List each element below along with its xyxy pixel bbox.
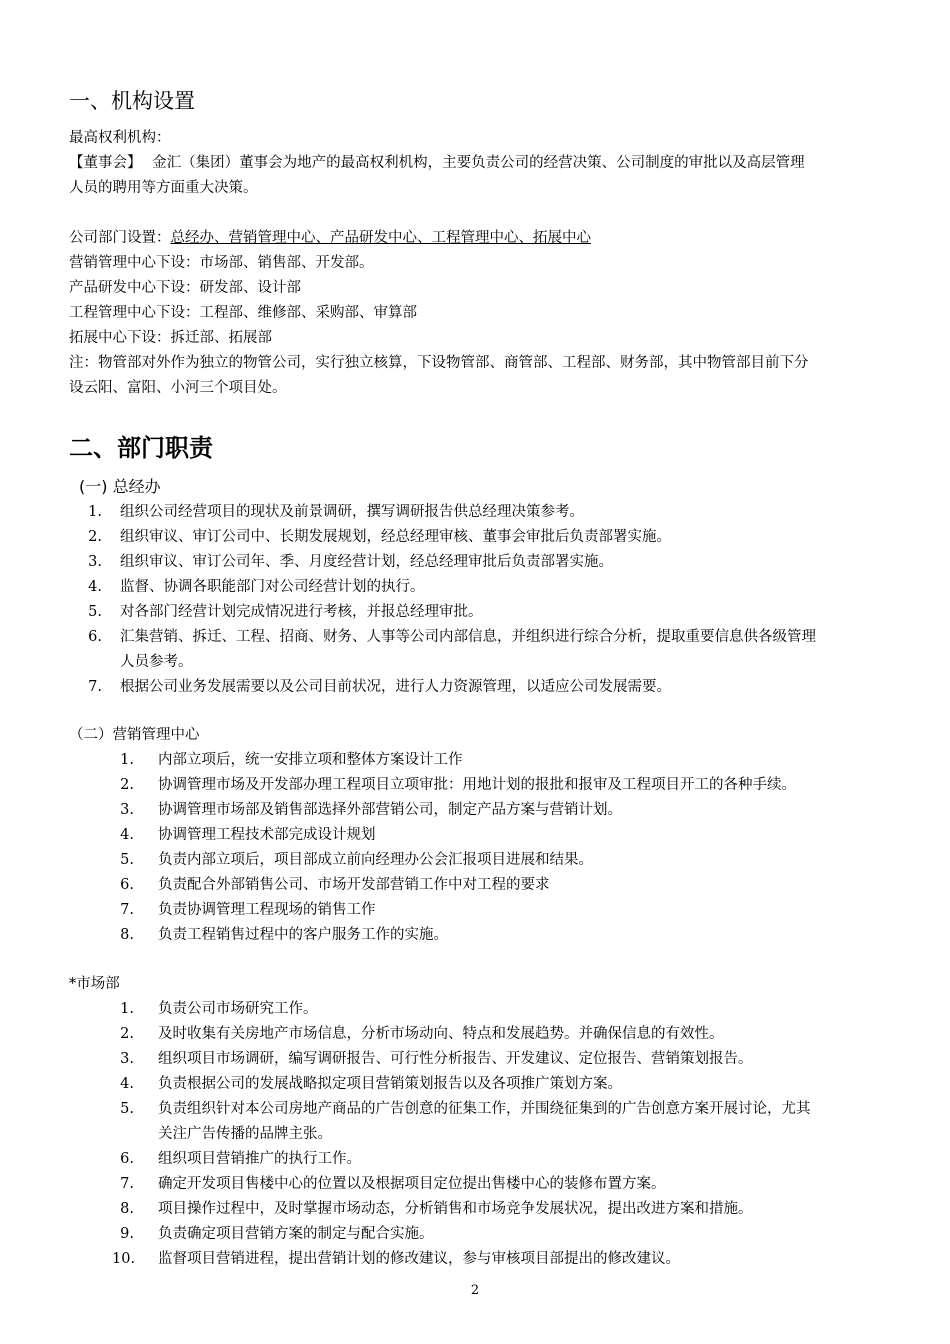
list-item-text: 内部立项后，统一安排立项和整体方案设计工作 [158,752,463,768]
list-item-text: 项目操作过程中，及时掌握市场动态，分析销售和市场竞争发展状况，提出改进方案和措施。 [158,1201,753,1217]
board-paragraph-line-2: 人员的聘用等方面重大决策。 [69,180,258,196]
dept-setup-label: 公司部门设置： [69,230,171,246]
list-item-text: 负责配合外部销售公司、市场开发部营销工作中对工程的要求 [158,877,550,893]
list-item-text: 组织审议、审订公司年、季、月度经营计划，经总经理审批后负责部署实施。 [120,554,613,570]
product-center-subunits: 产品研发中心下设：研发部、设计部 [69,280,301,296]
list-item-text: 负责组织针对本公司房地产商品的广告创意的征集工作，并围绕征集到的广告创意方案开展讨论，尤其 [158,1101,811,1117]
list-item-number: 9. [120,1226,134,1242]
list-item-text: 监督项目营销进程，提出营销计划的修改建议，参与审核项目部提出的修改建议。 [158,1251,680,1267]
list-item-text: 负责协调管理工程现场的销售工作 [158,902,376,918]
list-item-number: 8. [120,1201,134,1217]
list-item-number: 3. [120,1051,134,1067]
list-item-text: 协调管理市场及开发部办理工程项目立项审批：用地计划的报批和报审及工程项目开工的各种手续。 [158,777,796,793]
dept-setup-line [69,229,591,247]
list-item-number: 5. [88,604,102,620]
list-item-number: 4. [120,827,134,843]
list-item-number: 2. [120,1026,134,1042]
list-item-text: 协调管理市场部及销售部选择外部营销公司，制定产品方案与营销计划。 [158,802,622,818]
list-item-number: 3. [88,554,102,570]
board-bracket: 【董事会】 [69,155,142,171]
list-item-number: 6. [120,877,134,893]
list-item-number: 1. [120,1001,134,1017]
list-item-text: 关注广告传播的品牌主张。 [158,1126,332,1142]
list-item-text: 人员参考。 [120,654,193,670]
list-item-text: 组织公司经营项目的现状及前景调研，撰写调研报告供总经理决策参考。 [120,504,584,520]
note-line-2: 设云阳、富阳、小河三个项目处。 [69,380,287,396]
list-item-text: 组织审议、审订公司中、长期发展规划，经总经理审核、董事会审批后负责部署实施。 [120,529,671,545]
engineering-center-subunits: 工程管理中心下设：工程部、维修部、采购部、审算部 [69,305,417,321]
list-item-text: 确定开发项目售楼中心的位置以及根据项目定位提出售楼中心的装修布置方案。 [158,1176,666,1192]
expansion-center-subunits: 拓展中心下设：拆迁部、拓展部 [69,330,272,346]
dept-setup-value: 总经办、营销管理中心、产品研发中心、工程管理中心、拓展中心 [170,230,591,246]
market-dept-title: *市场部 [69,976,120,992]
list-item-text: 对各部门经营计划完成情况进行考核，并报总经理审批。 [120,604,483,620]
top-authority-label: 最高权利机构： [69,130,171,146]
list-item-text: 汇集营销、拆迁、工程、招商、财务、人事等公司内部信息，并组织进行综合分析，提取重要信息供各级管理 [120,629,816,645]
list-item-text: 负责根据公司的发展战略拟定项目营销策划报告以及各项推广策划方案。 [158,1076,622,1092]
board-description: 金汇（集团）董事会为地产的最高权利机构，主要负责公司的经营决策、公司制度的审批以及高层管理 [152,155,805,171]
list-item-number: 6. [120,1151,134,1167]
list-item-number: 4. [88,579,102,595]
section-2-title: 二、部门职责 [69,434,213,462]
list-item-text: 负责公司市场研究工作。 [158,1001,318,1017]
list-item-number: 5. [120,852,134,868]
list-item-number: 4. [120,1076,134,1092]
list-item-text: 组织项目营销推广的执行工作。 [158,1151,361,1167]
list-item-text: 负责工程销售过程中的客户服务工作的实施。 [158,927,448,943]
gm-office-title: (一) 总经办 [79,477,161,496]
list-item-text: 负责内部立项后，项目部成立前向经理办公会汇报项目进展和结果。 [158,852,593,868]
list-item-number: 8. [120,927,134,943]
list-item-number: 2. [120,777,134,793]
marketing-center-subunits: 营销管理中心下设：市场部、销售部、开发部。 [69,255,374,271]
list-item-number: 2. [88,529,102,545]
list-item-text: 及时收集有关房地产市场信息，分析市场动向、特点和发展趋势。并确保信息的有效性。 [158,1026,724,1042]
list-item-number: 10. [112,1251,136,1267]
list-item-number: 3. [120,802,134,818]
list-item-text: 根据公司业务发展需要以及公司目前状况，进行人力资源管理，以适应公司发展需要。 [120,679,671,695]
board-paragraph-line-1 [69,154,805,172]
list-item-number: 7. [88,679,102,695]
list-item-number: 1. [120,752,134,768]
marketing-center-title: （二）营销管理中心 [69,727,200,743]
list-item-number: 7. [120,1176,134,1192]
list-item-text: 协调管理工程技术部完成设计规划 [158,827,376,843]
list-item-text: 监督、协调各职能部门对公司经营计划的执行。 [120,579,425,595]
list-item-number: 5. [120,1101,134,1117]
list-item-text: 负责确定项目营销方案的制定与配合实施。 [158,1226,434,1242]
page-number: 2 [470,1283,480,1298]
list-item-number: 6. [88,629,102,645]
list-item-number: 1. [88,504,102,520]
list-item-number: 7. [120,902,134,918]
list-item-text: 组织项目市场调研，编写调研报告、可行性分析报告、开发建议、定位报告、营销策划报告。 [158,1051,753,1067]
section-1-title: 一、机构设置 [69,89,195,113]
note-line-1: 注：物管部对外作为独立的物管公司，实行独立核算，下设物管部、商管部、工程部、财务部，其中物管部目前下分 [69,355,809,371]
